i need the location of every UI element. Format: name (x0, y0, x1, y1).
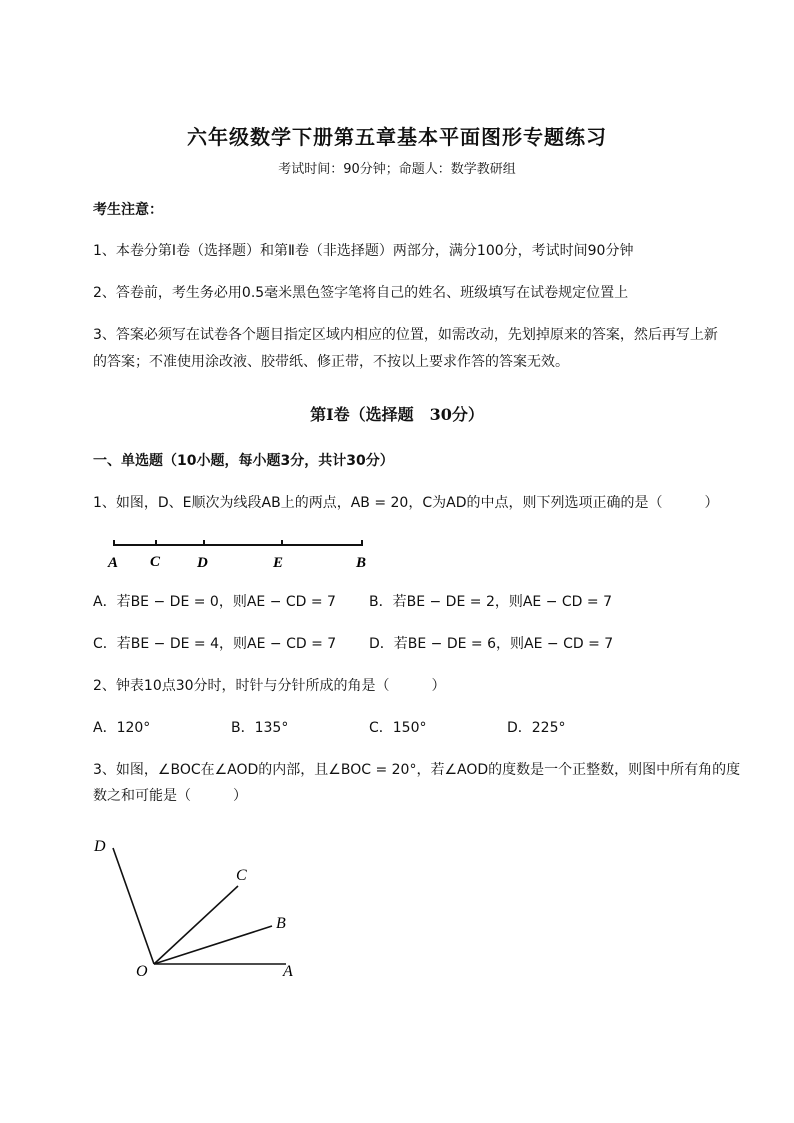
notice-item-3-line2: 的答案；不准使用涂改液、胶带纸、修正带，不按以上要求作答的答案无效。 (93, 354, 569, 370)
notice-item-1: 1、本卷分第I卷（选择题）和第Ⅱ卷（非选择题）两部分，满分100分，考试时间90分钟 (93, 243, 634, 259)
notice-item-2: 2、答卷前，考生务必用0.5毫米黑色签字笔将自己的姓名、班级填写在试卷规定位置上 (93, 285, 629, 301)
q3-angle-figure (90, 830, 330, 990)
label-e: E (273, 555, 284, 571)
label-a: A (283, 963, 293, 980)
q1-option-b: B．若BE − DE = 2，则AE − CD = 7 (369, 594, 612, 610)
q1-segment-figure (100, 530, 380, 576)
q1-option-c: C．若BE − DE = 4，则AE − CD = 7 (93, 636, 337, 652)
label-d: D (197, 555, 208, 571)
q1-text: 1、如图，D、E顺次为线段AB上的两点，AB = 20，C为AD的中点，则下列选项正确的是（ ） (93, 495, 719, 511)
page-title: 六年级数学下册第五章基本平面图形专题练习 (187, 125, 607, 149)
exam-info: 考试时间：90分钟；命题人：数学教研组 (278, 162, 516, 177)
ray-ob (154, 926, 272, 964)
q2-text: 2、钟表10点30分时，时针与分针所成的角是（ ） (93, 678, 446, 694)
label-d: D (94, 838, 106, 855)
q2-option-c: C．150° (369, 720, 427, 736)
label-c: C (236, 867, 247, 884)
q1-option-a: A．若BE − DE = 0，则AE − CD = 7 (93, 594, 336, 610)
q2-option-a: A．120° (93, 720, 151, 736)
label-o: O (136, 963, 148, 980)
label-b: B (356, 555, 367, 571)
label-b: B (276, 915, 286, 932)
q3-text-line1: 3、如图，∠BOC在∠AOD的内部，且∠BOC = 20°，若∠AOD的度数是一个正整数，则图中所有角的度 (93, 762, 741, 778)
notice-heading: 考生注意： (93, 202, 163, 218)
q2-option-b: B．135° (231, 720, 289, 736)
q1-option-d: D．若BE − DE = 6，则AE − CD = 7 (369, 636, 614, 652)
ray-oc (154, 886, 238, 964)
ray-od (113, 848, 154, 964)
label-a: A (108, 555, 119, 571)
part1-heading: 一、单选题（10小题，每小题3分，共计30分） (93, 453, 394, 469)
section-title: 第I卷（选择题 30分） (310, 405, 484, 424)
q3-text-line2: 数之和可能是（ ） (93, 788, 247, 804)
label-c: C (150, 554, 161, 570)
q2-option-d: D．225° (507, 720, 566, 736)
notice-item-3-line1: 3、答案必须写在试卷各个题目指定区域内相应的位置，如需改动，先划掉原来的答案，然后再写上新 (93, 327, 718, 343)
